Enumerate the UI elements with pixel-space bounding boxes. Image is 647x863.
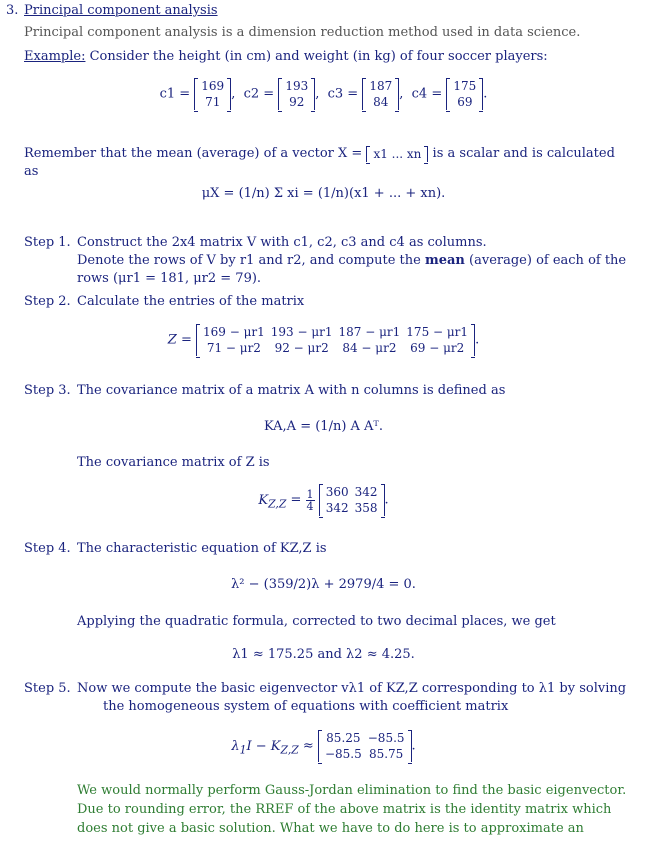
example-text: Consider the height (in cm) and weight (in kg) of four soccer players: xyxy=(85,49,548,64)
note-line3: does not give a basic solution. What we have to do here is to approximate an xyxy=(77,821,584,836)
note-line1: We would normally perform Gauss-Jordan elimination to find the basic eigenvector. xyxy=(77,783,627,798)
vector-c2-label: c2 = xyxy=(243,86,275,102)
eigenvalues: λ1 ≈ 175.25 and λ2 ≈ 4.25. xyxy=(232,647,415,662)
mean-formula: μX = (1/n) Σ xi = (1/n)(x1 + ... + xn). xyxy=(201,186,446,201)
mean-line: Remember that the mean (average) of a vector X = x1 ... xn is a scalar and is calculated xyxy=(24,146,615,161)
vector-c4-label: c4 = xyxy=(411,86,443,102)
vector-c1: 169 71 xyxy=(194,78,231,110)
matrix-z: Z = 169 − μr1 193 − μr1 187 − μr1 175 − μr1 71 − μr2 92 − μr2 84 − μr2 69 − μr2 . xyxy=(167,325,480,355)
step1-line3: rows (μr1 = 181, μr2 = 79). xyxy=(77,271,262,286)
vector-c2: 193 92 xyxy=(278,78,315,110)
matrix-kz: $K_{Z,Z}$ = $\frac{1}{4}$ 360 342 342 358 . xyxy=(258,485,389,515)
note-line2: Due to rounding error, the RREF of the above matrix is the identity matrix which xyxy=(77,802,612,817)
vectors-row: c1 = 169 71 , c2 = 193 92 , c3 = 187 84 , c4 = 175 69 . xyxy=(159,79,488,109)
covariance-formula: KA,A = (1/n) A Aᵀ. xyxy=(263,419,384,434)
vector-c1-label: c1 = xyxy=(159,86,191,102)
section-title-link[interactable]: Principal component analysis xyxy=(24,3,218,18)
step4-text2: Applying the quadratic formula, corrected to two decimal places, we get xyxy=(77,614,556,629)
characteristic-equation: λ² − (359/2)λ + 2979/4 = 0. xyxy=(231,577,416,592)
vector-c3-label: c3 = xyxy=(327,86,359,102)
step2-label: Step 2. xyxy=(24,294,71,309)
step3-text: The covariance matrix of a matrix A with n columns is defined as xyxy=(77,383,506,398)
step3-text2: The covariance matrix of Z is xyxy=(77,455,270,470)
section-number: 3. xyxy=(6,3,19,18)
section-intro: Principal component analysis is a dimension reduction method used in data science. xyxy=(24,25,581,40)
step1-line2: Denote the rows of V by r1 and r2, and compute the mean (average) of each of the xyxy=(77,253,627,268)
vector-c3: 187 84 xyxy=(362,78,399,110)
example-line xyxy=(24,48,548,66)
step2-text: Calculate the entries of the matrix xyxy=(77,294,305,309)
step5-line2: the homogeneous system of equations with coefficient matrix xyxy=(103,699,509,714)
step5-label: Step 5. xyxy=(24,681,71,696)
vector-c4: 175 69 xyxy=(446,78,483,110)
mean-as: as xyxy=(24,164,39,179)
step4-label: Step 4. xyxy=(24,541,71,556)
example-link[interactable]: Example: xyxy=(24,49,86,64)
mean-vector: x1 ... xn xyxy=(366,146,428,162)
step5-line1: Now we compute the basic eigenvector vλ1 of KZ,Z corresponding to λ1 by solving xyxy=(77,681,627,696)
matrix-coefficient: $\lambda_1I - K_{Z,Z}$ ≈ 85.25 −85.5 −85.5 85.75 . xyxy=(231,731,416,761)
step4-text: The characteristic equation of KZ,Z is xyxy=(77,541,327,556)
step3-label: Step 3. xyxy=(24,383,71,398)
step1-line1: Construct the 2x4 matrix V with c1, c2, c3 and c4 as columns. xyxy=(77,235,487,250)
step1-label: Step 1. xyxy=(24,235,71,250)
